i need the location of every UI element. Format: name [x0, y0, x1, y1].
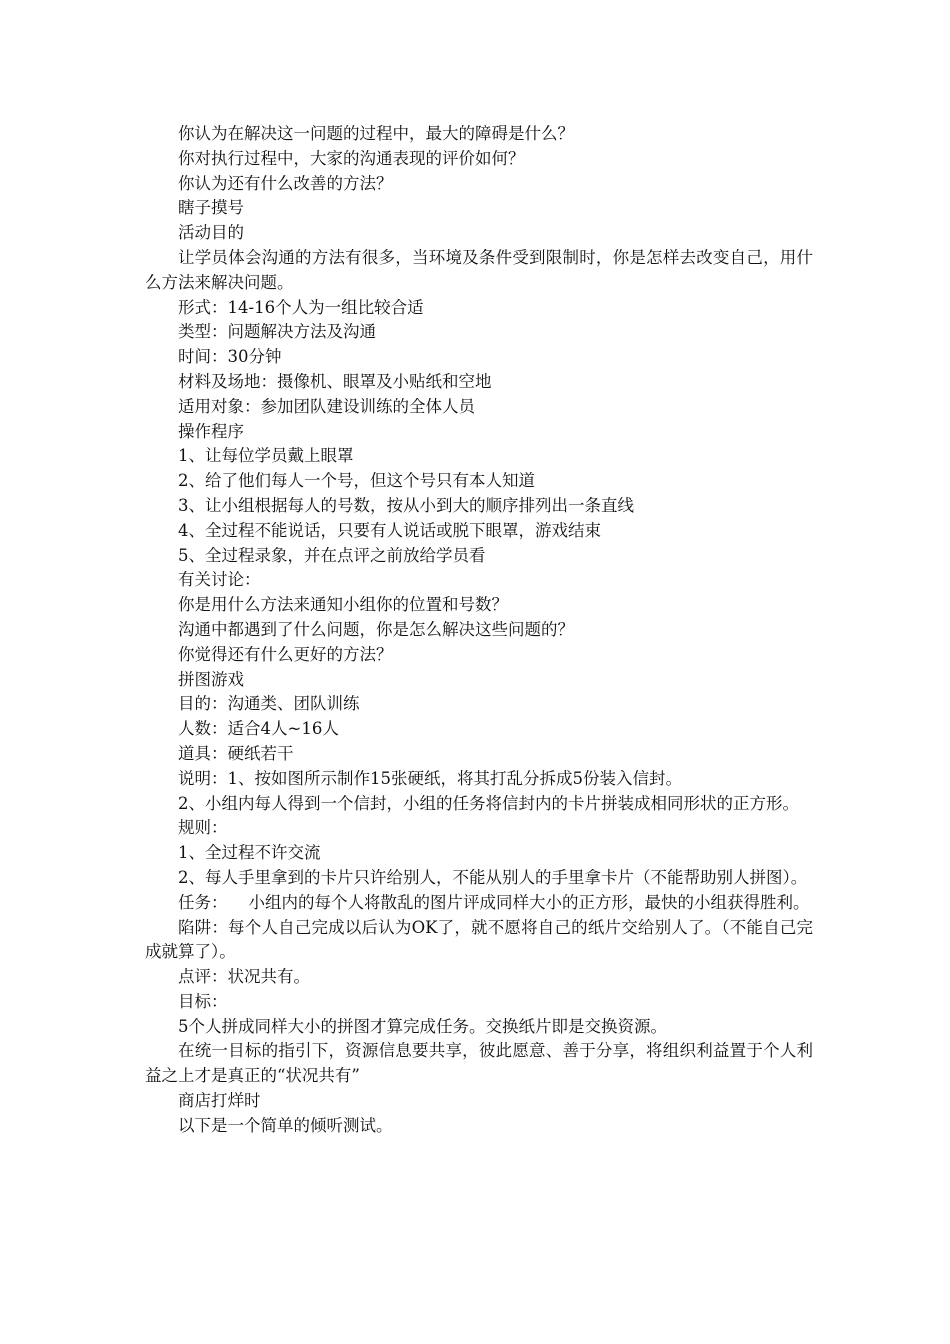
- list-item: 1、让每位学员戴上眼罩: [178, 446, 354, 466]
- section-heading: 拼图游戏: [178, 669, 244, 689]
- list-item: 1、全过程不许交流: [178, 843, 321, 863]
- list-item: 3、让小组根据每人的号数，按从小到大的顺序排列出一条直线: [178, 495, 634, 515]
- paragraph: 在统一目标的指引下，资源信息要共享，彼此愿意、善于分享，将组织利益置于个人利益之上才是真正的“状况共有”: [145, 1041, 813, 1086]
- subheading: 活动目的: [178, 223, 244, 243]
- paragraph: 陷阱：每个人自己完成以后认为OK了，就不愿将自己的纸片交给别人了。（不能自己完成就算了）。: [145, 917, 813, 962]
- paragraph: 形式：14-16个人为一组比较合适: [178, 297, 424, 317]
- paragraph: 材料及场地：摄像机、眼罩及小贴纸和空地: [178, 371, 492, 391]
- paragraph: 点评：状况共有。: [178, 967, 310, 987]
- paragraph: 你认为在解决这一问题的过程中，最大的障碍是什么？: [178, 124, 574, 143]
- paragraph: 目的：沟通类、团队训练: [178, 694, 360, 714]
- paragraph: 5个人拼成同样大小的拼图才算完成任务。交换纸片即是交换资源。: [178, 1016, 667, 1036]
- subheading: 操作程序: [178, 421, 244, 441]
- paragraph: 你对执行过程中，大家的沟通表现的评价如何？: [178, 148, 525, 168]
- subheading: 规则：: [178, 818, 228, 838]
- paragraph: 人数：适合4人~16人: [178, 719, 339, 739]
- subheading: 目标：: [178, 991, 228, 1011]
- paragraph: 任务： 小组内的每个人将散乱的图片评成同样大小的正方形，最快的小组获得胜利。: [178, 892, 810, 912]
- paragraph: 你认为还有什么改善的方法？: [178, 173, 393, 193]
- paragraph: 时间：30分钟: [178, 347, 282, 367]
- list-item: 2、给了他们每人一个号，但这个号只有本人知道: [178, 471, 535, 491]
- paragraph: 2、小组内每人得到一个信封，小组的任务将信封内的卡片拼装成相同形状的正方形。: [178, 793, 799, 813]
- list-item: 5、全过程录象，并在点评之前放给学员看: [178, 545, 486, 565]
- paragraph: 你是用什么方法来通知小组你的位置和号数？: [178, 595, 508, 615]
- section-heading: 商店打烊时: [178, 1091, 261, 1111]
- paragraph: 让学员体会沟通的方法有很多，当环境及条件受到限制时，你是怎样去改变自己，用什么方法来解决问题。: [145, 247, 813, 292]
- paragraph: 以下是一个简单的倾听测试。: [178, 1115, 393, 1135]
- paragraph: 你觉得还有什么更好的方法？: [178, 644, 393, 664]
- paragraph: 说明：1、按如图所示制作15张硬纸，将其打乱分拆成5份装入信封。: [178, 768, 682, 788]
- document-body: [145, 122, 813, 1139]
- paragraph: 道具：硬纸若干: [178, 743, 294, 763]
- paragraph: 类型：问题解决方法及沟通: [178, 322, 376, 342]
- paragraph: 沟通中都遇到了什么问题，你是怎么解决这些问题的？: [178, 619, 574, 639]
- list-item: 2、每人手里拿到的卡片只许给别人，不能从别人的手里拿卡片（不能帮助别人拼图）。: [178, 867, 808, 887]
- paragraph: 适用对象：参加团队建设训练的全体人员: [178, 396, 475, 416]
- subheading: 有关讨论：: [178, 570, 261, 590]
- section-heading: 瞎子摸号: [178, 198, 244, 218]
- list-item: 4、全过程不能说话，只要有人说话或脱下眼罩，游戏结束: [178, 520, 601, 540]
